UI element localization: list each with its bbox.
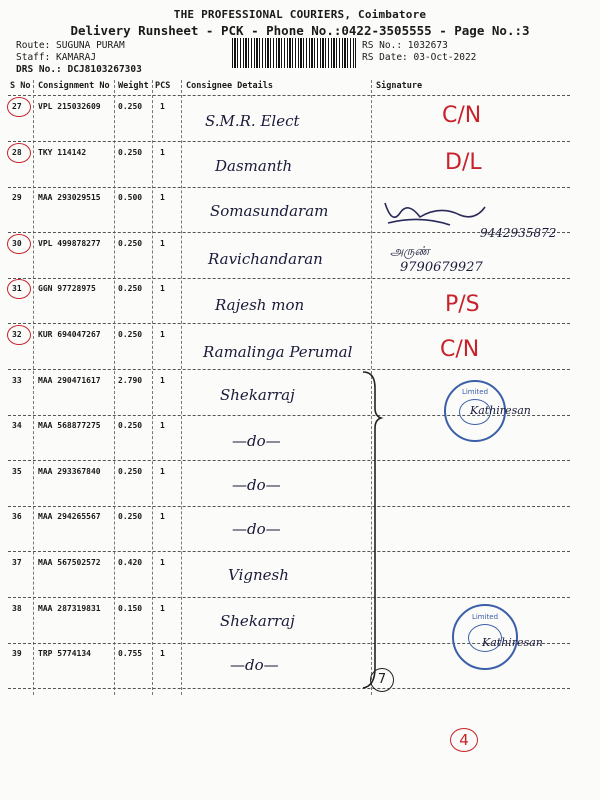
row-divider [8,551,570,552]
row-consignment-no: VPL 215032609 [38,102,101,111]
row-sno: 29 [12,193,22,202]
signature-remark: C/N [442,103,482,128]
row-divider [8,323,570,324]
row-pcs: 1 [160,558,165,567]
row-pcs: 1 [160,102,165,111]
staff-label: Staff: KAMARAJ [16,52,97,63]
row-sno: 37 [12,558,22,567]
row-weight: 0.250 [118,102,143,111]
stamp-signature: Kathiresan [482,636,543,649]
phone-handwriting: 9442935872 [480,226,557,240]
row-sno: 27 [12,102,22,111]
row-pcs: 1 [160,512,165,521]
row-weight: 0.420 [118,558,143,567]
rs-number: RS No.: 1032673 [362,40,448,51]
document-subtitle: Delivery Runsheet - PCK - Phone No.:0422-3505555 - Page No.:3 [70,23,530,38]
signature-scribble [380,195,490,235]
row-divider [8,506,570,507]
page-mark: 4 [450,728,478,752]
consignee-handwriting: Ramalinga Perumal [203,343,353,361]
row-weight: 0.500 [118,193,143,202]
row-divider [8,460,570,461]
row-divider [8,597,570,598]
row-consignment-no: MAA 290471617 [38,376,101,385]
col-header-pcs: PCS [155,81,171,91]
sno-circle-mark [7,97,31,117]
sno-circle-mark [7,143,31,163]
column-divider [33,80,34,695]
row-pcs: 1 [160,421,165,430]
row-sno: 34 [12,421,22,430]
row-weight: 2.790 [118,376,143,385]
route-label: Route: SUGUNA PURAM [16,40,125,51]
signature-remark: P/S [445,292,480,317]
consignee-handwriting: Ravichandaran [208,250,323,268]
row-weight: 0.150 [118,604,143,613]
row-consignment-no: VPL 499878277 [38,239,101,248]
row-sno: 31 [12,284,22,293]
consignee-handwriting: S.M.R. Elect [205,112,300,130]
row-weight: 0.250 [118,284,143,293]
column-divider [181,80,182,695]
column-divider [152,80,153,695]
drs-number: DRS No.: DCJ8103267303 [16,64,142,75]
row-sno: 30 [12,239,22,248]
consignee-handwriting: Rajesh mon [215,296,305,314]
barcode [232,38,356,68]
row-consignment-no: KUR 694047267 [38,330,101,339]
row-sno: 33 [12,376,22,385]
row-sno: 32 [12,330,22,339]
row-pcs: 1 [160,467,165,476]
row-consignment-no: TKY 114142 [38,148,87,157]
row-weight: 0.250 [118,330,143,339]
stamp-text: Limited [471,613,499,621]
document-title: THE PROFESSIONAL COURIERS, Coimbatore [173,8,427,21]
sno-circle-mark [7,279,31,299]
row-weight: 0.250 [118,421,143,430]
row-pcs: 1 [160,604,165,613]
stamp-text: Limited [461,388,489,396]
row-sno: 28 [12,148,22,157]
row-sno: 36 [12,512,22,521]
row-weight: 0.755 [118,649,143,658]
tamil-signature: அருண் [390,244,430,258]
row-weight: 0.250 [118,467,143,476]
consignee-handwriting: —do— [230,656,279,674]
consignee-handwriting: Vignesh [228,566,289,584]
row-divider [8,187,570,188]
col-header-weight: Weight [118,81,149,91]
phone-handwriting: 9790679927 [400,260,483,275]
col-header-signature: Signature [376,81,423,91]
consignee-handwriting: Somasundaram [210,202,329,220]
signature-remark: C/N [440,337,480,362]
row-weight: 0.250 [118,239,143,248]
row-consignment-no: MAA 287319831 [38,604,101,613]
row-divider [8,688,570,689]
row-consignment-no: MAA 567502572 [38,558,101,567]
row-consignment-no: MAA 568877275 [38,421,101,430]
consignee-handwriting: Shekarraj [220,612,295,630]
row-consignment-no: TRP 5774134 [38,649,91,658]
row-pcs: 1 [160,193,165,202]
row-pcs: 1 [160,148,165,157]
sno-circle-mark [7,234,31,254]
row-divider [8,141,570,142]
row-weight: 0.250 [118,148,143,157]
signature-remark: D/L [445,150,482,175]
stamp-signature: Kathiresan [470,404,531,417]
col-header-consignee: Consignee Details [186,81,273,91]
row-consignment-no: MAA 294265567 [38,512,101,521]
row-sno: 39 [12,649,22,658]
row-divider [8,369,570,370]
row-consignment-no: MAA 293029515 [38,193,101,202]
header-divider [8,95,570,96]
consignee-handwriting: —do— [232,476,281,494]
consignee-handwriting: Dasmanth [215,157,293,175]
row-weight: 0.250 [118,512,143,521]
row-pcs: 1 [160,239,165,248]
col-header-consignment: Consignment No [38,81,110,91]
row-sno: 35 [12,467,22,476]
group-bracket [355,368,385,698]
row-consignment-no: MAA 293367840 [38,467,101,476]
sno-circle-mark [7,325,31,345]
rs-date: RS Date: 03-Oct-2022 [362,52,477,63]
row-pcs: 1 [160,376,165,385]
consignee-handwriting: —do— [232,520,281,538]
row-consignment-no: GGN 97728975 [38,284,96,293]
consignee-handwriting: —do— [232,432,281,450]
row-pcs: 1 [160,284,165,293]
column-divider [114,80,115,695]
bracket-count: 7 [370,668,394,692]
consignee-handwriting: Shekarraj [220,386,295,404]
row-pcs: 1 [160,330,165,339]
row-divider [8,278,570,279]
row-pcs: 1 [160,649,165,658]
col-header-sno: S No [10,81,31,91]
row-sno: 38 [12,604,22,613]
